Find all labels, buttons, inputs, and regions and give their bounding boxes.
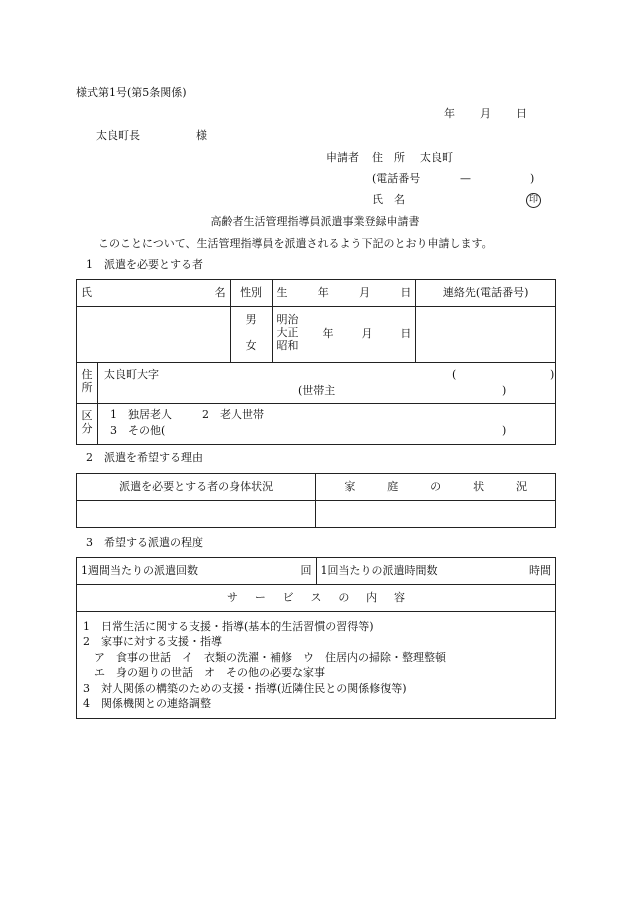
- form-number: 様式第1号(第5条関係): [76, 86, 187, 99]
- document-title: 高齢者生活管理指導員派遣事業登録申請書: [210, 215, 420, 228]
- service-item: 4 関係機関との連絡調整: [83, 696, 211, 710]
- category-living-alone[interactable]: 1 独居老人: [110, 408, 172, 421]
- family-situation-header: 家 庭 の 状 況: [316, 474, 556, 501]
- service-item: エ 身の廻りの世話 オ その他の必要な家事: [83, 666, 325, 680]
- era-meiji: 明治: [276, 313, 299, 326]
- address-prefix: 太良町大字: [104, 368, 159, 381]
- address-value: 太良町: [420, 151, 453, 164]
- category-label-1: 区: [81, 409, 93, 422]
- era-showa: 昭和: [276, 339, 299, 353]
- category-row[interactable]: [77, 404, 556, 445]
- seal-stamp: [526, 193, 541, 208]
- family-situation-cell[interactable]: [316, 501, 556, 528]
- category-label-2: 分: [81, 422, 93, 436]
- section1-heading: 1 派遣を必要とする者: [86, 258, 203, 271]
- gender-male: 男: [245, 313, 257, 326]
- phone-label: (電話番号: [372, 172, 421, 185]
- category-other-close: ): [502, 424, 507, 437]
- household-head-close: ): [502, 384, 507, 397]
- section2-heading: 2 派遣を希望する理由: [86, 451, 203, 464]
- gender-cell[interactable]: [230, 307, 272, 363]
- section2-table: [76, 473, 556, 528]
- household-head-label: (世帯主: [298, 384, 336, 397]
- section3-table: [76, 557, 556, 719]
- service-content-header: サ ー ビ ス の 内 容: [77, 585, 556, 612]
- service-item: 3 対人関係の構築のための支援・指導(近隣住民との関係修復等): [83, 681, 407, 695]
- category-elderly-household[interactable]: 2 老人世帯: [202, 408, 264, 421]
- service-item: 2 家事に対する支援・指導: [83, 635, 222, 649]
- phone-close: ): [530, 172, 535, 185]
- address-paren-close: ): [550, 368, 555, 381]
- address-label-1: 住: [81, 368, 93, 381]
- section1-table: [76, 279, 556, 445]
- date-year: 年: [444, 107, 455, 120]
- contact-header: 連絡先(電話番号): [416, 280, 556, 307]
- name-cell[interactable]: [77, 307, 231, 363]
- era-taisho: 大正: [276, 326, 299, 340]
- contact-cell[interactable]: [416, 307, 556, 363]
- address-row[interactable]: [77, 363, 556, 404]
- name-header: 氏 名: [77, 280, 231, 307]
- service-list: [77, 612, 556, 719]
- date-month: 月: [480, 107, 491, 120]
- weekly-visits-cell[interactable]: 1週間当たりの派遣回数 回: [77, 558, 317, 585]
- birth-cell[interactable]: 明治 大正 昭和 年 月 日: [272, 307, 416, 363]
- hours-per-visit-cell[interactable]: 1回当たりの派遣時間数 時間: [316, 558, 556, 585]
- phone-dash: —: [460, 172, 471, 185]
- applicant-label: 申請者: [326, 151, 359, 164]
- addressee-name: 太良町長: [96, 129, 140, 142]
- gender-female: 女: [245, 339, 257, 353]
- gender-header: 性別: [230, 280, 272, 307]
- birth-header: 生 年 月 日: [272, 280, 416, 307]
- physical-condition-cell[interactable]: [77, 501, 316, 528]
- intro-text: このことについて、生活管理指導員を派遣されるよう下記のとおり申請します。: [98, 237, 493, 250]
- address-label-2: 所: [81, 381, 93, 395]
- name-label: 氏 名: [372, 193, 405, 206]
- physical-condition-header: 派遣を必要とする者の身体状況: [77, 474, 316, 501]
- seal-icon: 印: [526, 193, 541, 208]
- date-day: 日: [516, 107, 527, 120]
- category-other[interactable]: 3 その他(: [110, 424, 166, 437]
- service-item: 1 日常生活に関する支援・指導(基本的生活習慣の習得等): [83, 620, 374, 633]
- address-label: 住 所: [372, 151, 405, 164]
- addressee-honorific: 様: [196, 129, 207, 142]
- service-item: ア 食事の世話 イ 衣類の洗濯・補修 ウ 住居内の掃除・整理整頓: [83, 650, 446, 664]
- address-paren-open: (: [452, 368, 457, 381]
- section3-heading: 3 希望する派遣の程度: [86, 536, 203, 549]
